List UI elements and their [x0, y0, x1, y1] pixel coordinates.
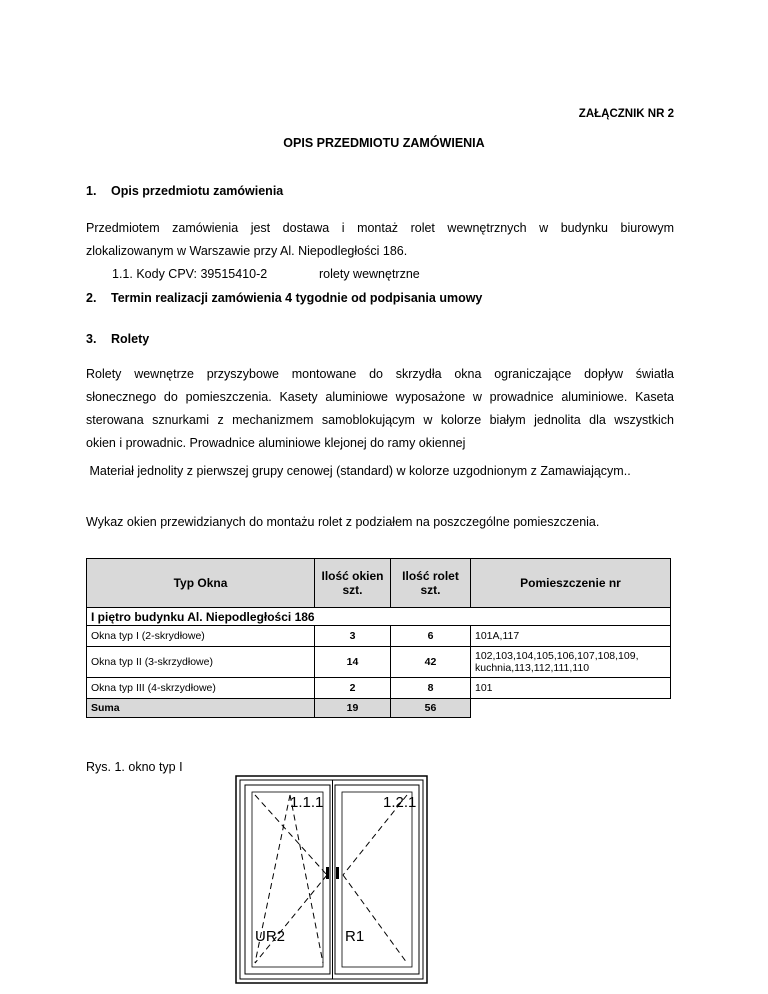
row-window-count: 2 — [315, 678, 391, 699]
section-floor-label: I piętro budynku Al. Niepodległości 186 — [87, 608, 671, 626]
row-rooms — [471, 647, 671, 678]
right-handle-icon — [336, 867, 339, 879]
section-1-number: 1. — [86, 184, 97, 198]
cpv-code: 1.1. Kody CPV: 39515410-2 — [112, 267, 268, 281]
section-3-number: 3. — [86, 332, 97, 346]
table-sum-row — [87, 699, 671, 718]
para-3-line-1: Rolety wewnętrze przyszybowe montowane do skrzydła okna ograniczające dopływ światła — [86, 367, 674, 381]
cpv-description: rolety wewnętrzne — [319, 267, 420, 281]
table-header-row — [87, 559, 671, 608]
header-window-count — [315, 559, 391, 608]
para-3-line-4: okien i prowadnic. Prowadnice aluminiowe klejonej do ramy okiennej — [86, 436, 466, 450]
sash-label-1: 1.1.1 — [290, 794, 324, 811]
left-sash — [245, 785, 330, 974]
row-rooms: 101 — [471, 678, 671, 699]
window-drawing — [235, 775, 429, 985]
sum-label: Suma — [87, 699, 315, 718]
section-1-heading — [86, 184, 283, 198]
header-blind-count — [391, 559, 471, 608]
sum-blind-count: 56 — [391, 699, 471, 718]
section-3-heading — [86, 332, 149, 346]
header-window-count-line-1: Ilość okien — [321, 569, 384, 583]
row-blind-count: 8 — [391, 678, 471, 699]
row-blind-count: 6 — [391, 626, 471, 647]
document-title: OPIS PRZEDMIOTU ZAMÓWIENIA — [283, 136, 485, 150]
row-window-type: Okna typ II (3-skrzydłowe) — [87, 647, 315, 678]
sum-window-count: 19 — [315, 699, 391, 718]
sash-label-2: 1.2.1 — [383, 794, 417, 811]
header-blind-count-line-1: Ilość rolet — [402, 569, 459, 583]
header-window-type: Typ Okna — [87, 559, 315, 608]
material-note: Materiał jednolity z pierwszej grupy cenowej (standard) w kolorze uzgodnionym z Zamawiającym.. — [86, 464, 631, 478]
left-handle-icon — [326, 867, 329, 879]
header-window-count-line-2: szt. — [342, 583, 363, 597]
left-turn-line-b — [290, 795, 323, 963]
row-window-type: Okna typ I (2-skrydłowe) — [87, 626, 315, 647]
para-1-line-2: zlokalizowanym w Warszawie przy Al. Niepodległości 186. — [86, 244, 408, 258]
sum-empty-cell — [471, 699, 671, 718]
row-rooms-line-2: kuchnia,113,112,111,110 — [475, 662, 590, 674]
left-sash-type-label: UR2 — [255, 928, 286, 945]
para-3-line-2: słonecznego do pomieszczenia. Kasety aluminiowe wyposażone w prowadnice aluminiowe. Kaseta — [86, 390, 674, 404]
right-sash-type-label: R1 — [345, 928, 365, 945]
section-2-heading — [86, 291, 482, 305]
row-window-count: 3 — [315, 626, 391, 647]
row-window-count: 14 — [315, 647, 391, 678]
para-1-line-1: Przedmiotem zamówienia jest dostawa i montaż rolet wewnętrznych w budynku biurowym — [86, 221, 674, 235]
row-rooms: 101A,117 — [471, 626, 671, 647]
table-row — [87, 647, 671, 678]
para-3-line-3: sterowana sznurkami z mechanizmem samoblokującym w kolorze białym jednolita dla wszystkich — [86, 413, 674, 427]
windows-table — [86, 558, 671, 718]
row-window-type: Okna typ III (4-skrzydłowe) — [87, 678, 315, 699]
table-row — [87, 678, 671, 699]
row-rooms-line-1: 102,103,104,105,106,107,108,109, — [475, 650, 639, 662]
header-room-number: Pomieszczenie nr — [471, 559, 671, 608]
section-2-number: 2. — [86, 291, 97, 305]
right-sash — [335, 785, 419, 974]
section-1-title: Opis przedmiotu zamówienia — [111, 184, 284, 198]
table-section-row — [87, 608, 671, 626]
left-tilt-line-b — [255, 875, 327, 963]
figure-caption: Rys. 1. okno typ I — [86, 760, 183, 774]
header-blind-count-line-2: szt. — [420, 583, 441, 597]
window-list-intro: Wykaz okien przewidzianych do montażu rolet z podziałem na poszczególne pomieszczenia. — [86, 515, 600, 529]
section-2-title: Termin realizacji zamówienia 4 tygodnie od podpisania umowy — [111, 291, 483, 305]
table-row — [87, 626, 671, 647]
row-blind-count: 42 — [391, 647, 471, 678]
section-3-title: Rolety — [111, 332, 150, 346]
right-turn-line-b — [343, 875, 407, 963]
annex-label: ZAŁĄCZNIK NR 2 — [578, 108, 674, 120]
